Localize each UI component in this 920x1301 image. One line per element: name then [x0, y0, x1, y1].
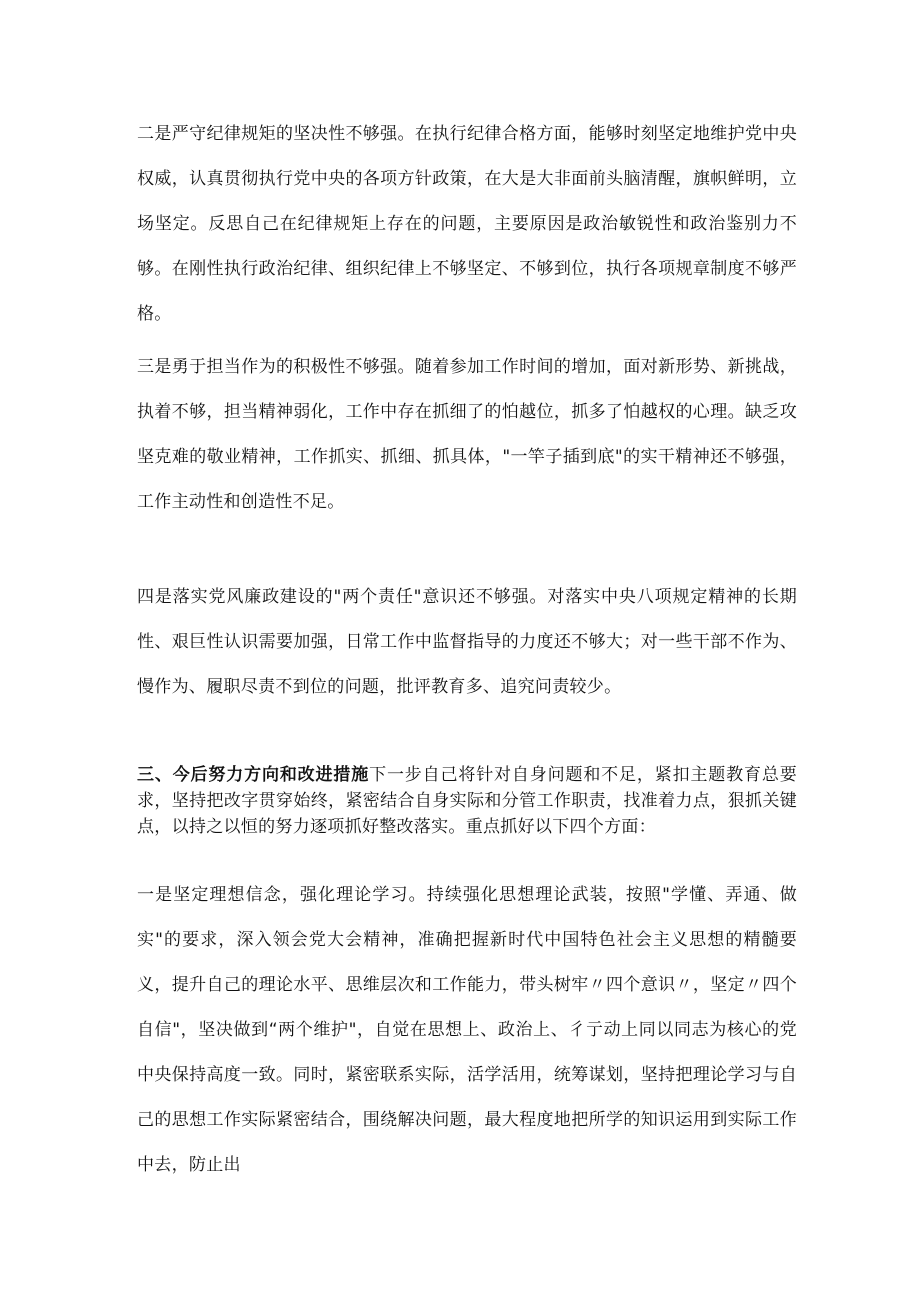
- section-intro: 下一步自己将针对自身问题和不足，紧扣主题教育总要求，坚持把改字贯穿始终，紧密结合自身实际和分管工作职责，找准着力点，狠抓关键点，以持之以恒的努力逐项抓好整改落实。重点抓好以下四个方面：: [137, 765, 798, 837]
- paragraph-integrity: 四是落实党风廉政建设的"两个责任"意识还不够强。对落实中央八项规定精神的长期性、艰巨性认识需要加强，日常工作中监督指导的力度还不够大；对一些干部不作为、慢作为、履职尽责不到位的问题，批评教育多、追究问责较少。: [137, 587, 797, 697]
- paragraph-ideals-study: 一是坚定理想信念，强化理论学习。持续强化思想理论武装，按照"学懂、弄通、做实"的要求，深入领会党大会精神，准确把握新时代中国特色社会主义思想的精髓要义，提升自己的理论水平、思维层次和工作能力，带头树牢〃四个意识〃，坚定〃四个自信"，坚决做到“两个维护"，自觉在思想上、政治上、彳亍动上同以同志为核心的党中央保持高度一致。同时，紧密联系实际，活学活用，统筹谋划，坚持把理论学习与自己的思想工作实际紧密结合，围绕解决问题，最大程度地把所学的知识运用到实际工作中去，防止出: [137, 885, 797, 1175]
- paragraph-improvement-measures: [137, 762, 797, 840]
- section-heading: 三、今后努力方向和改进措施: [137, 765, 370, 785]
- paragraph-responsibility: 三是勇于担当作为的积极性不够强。随着参加工作时间的增加，面对新形势、新挑战，执着不够，担当精神弱化，工作中存在抓细了的怕越位，抓多了怕越权的心理。缺乏攻坚克难的敬业精神，工作抓实、抓细、抓具体，"一竿子插到底"的实干精神还不够强，工作主动性和创造性不足。: [137, 357, 797, 512]
- paragraph-discipline: 二是严守纪律规矩的坚决性不够强。在执行纪律合格方面，能够时刻坚定地维护党中央权威，认真贯彻执行党中央的各项方针政策，在大是大非面前头脑清醒，旗帜鲜明，立场坚定。反思自己在纪律规矩上存在的问题，主要原因是政治敏锐性和政治鉴别力不够。在刚性执行政治纪律、组织纪律上不够坚定、不够到位，执行各项规章制度不够严格。: [137, 124, 797, 324]
